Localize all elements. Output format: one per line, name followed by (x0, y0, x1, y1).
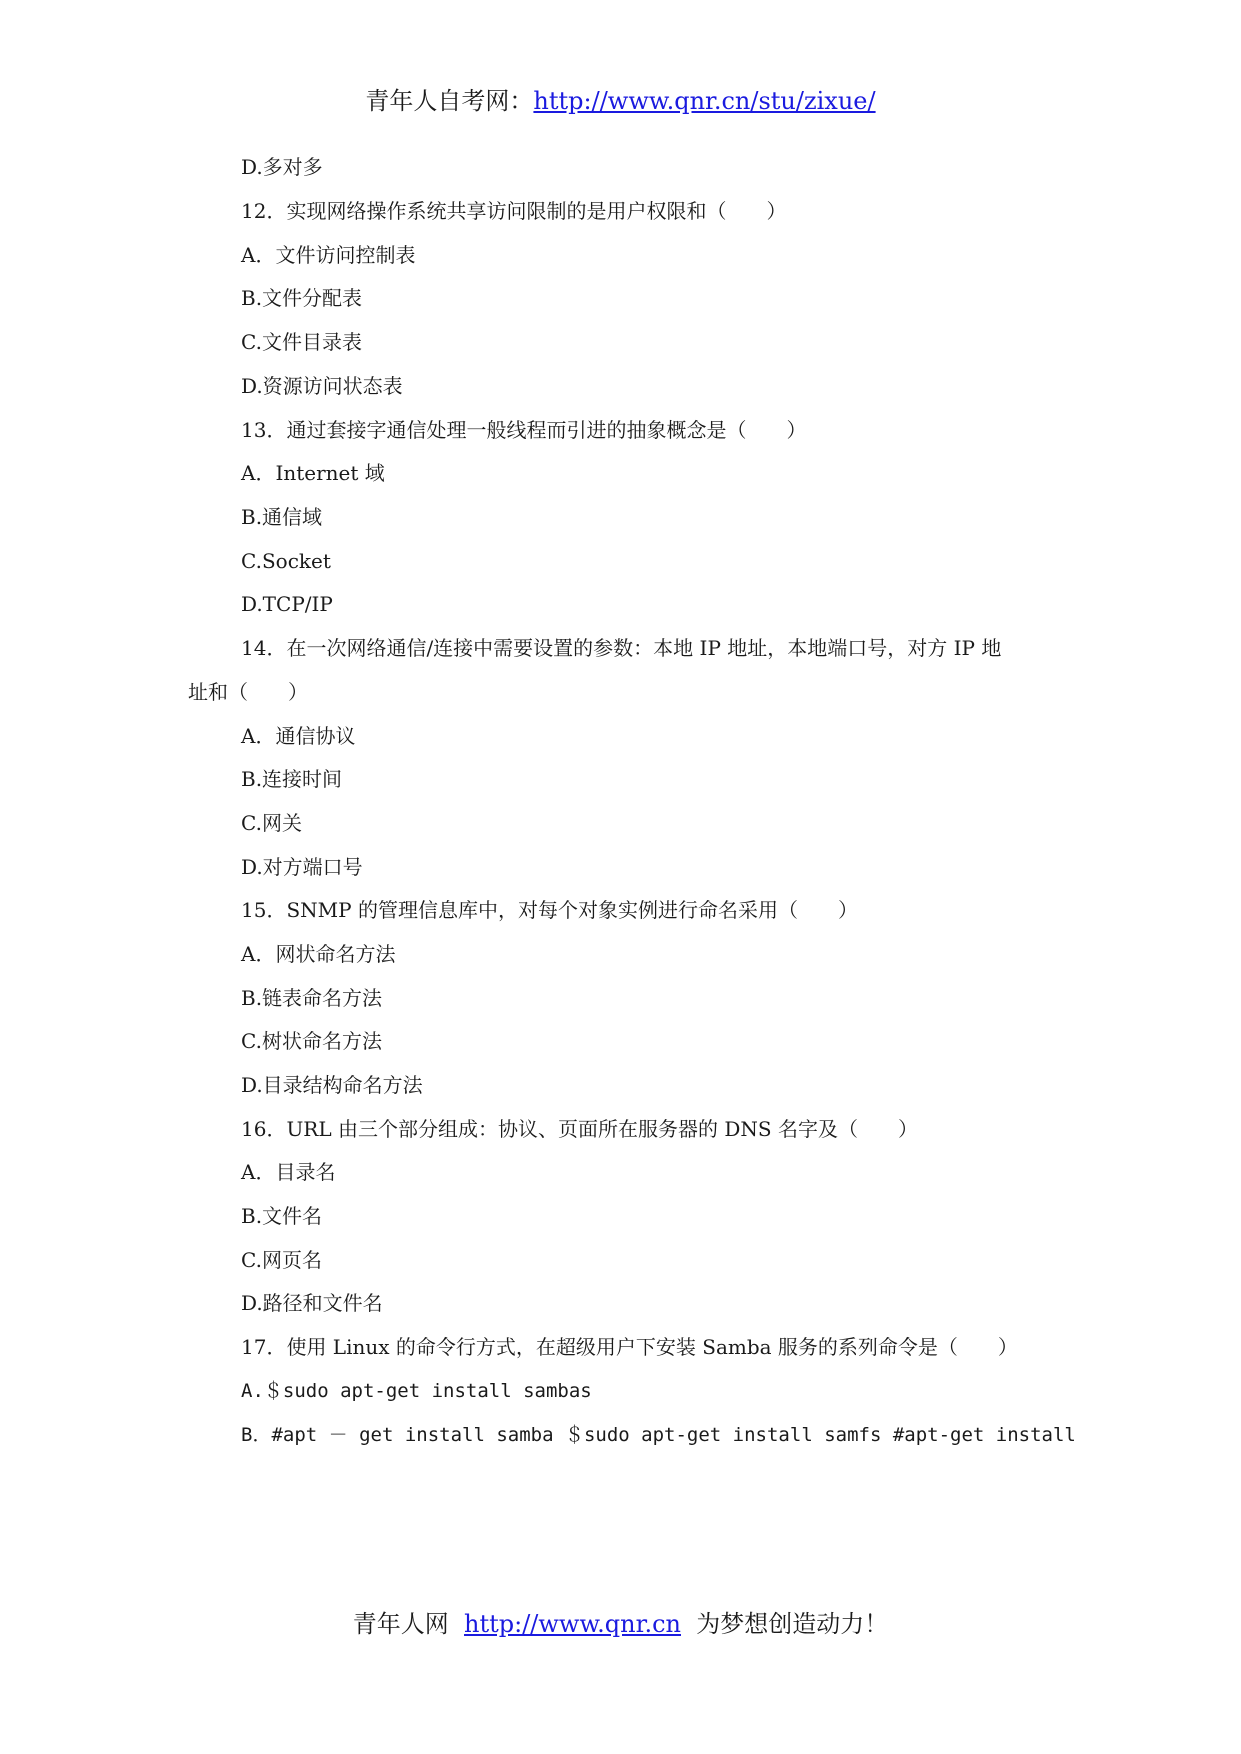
question-16: 16．URL 由三个部分组成：协议、页面所在服务器的 DNS 名字及（ ） (241, 1117, 918, 1141)
page-header (0, 86, 1241, 116)
option-d-14: D.对方端口号 (241, 855, 363, 879)
option-b-17: B．#apt － get install samba ＄sudo apt-get install samfs #apt-get install (241, 1424, 1076, 1446)
question-14: 14．在一次网络通信/连接中需要设置的参数：本地 IP 地址，本地端口号，对方 IP 地 (241, 636, 1002, 660)
footer-slogan: 为梦想创造动力！ (696, 1610, 889, 1638)
option-c-16: C.网页名 (241, 1248, 322, 1272)
option-c-13: C.Socket (241, 549, 331, 573)
option-d-13: D.TCP/IP (241, 592, 333, 616)
question-15: 15．SNMP 的管理信息库中，对每个对象实例进行命名采用（ ） (241, 898, 858, 922)
option-d-11: D.多对多 (241, 155, 323, 179)
option-b-13: B.通信域 (241, 505, 323, 529)
page-footer (0, 1609, 1241, 1639)
option-a-15: A．网状命名方法 (241, 942, 396, 966)
footer-link[interactable]: http://www.qnr.cn (464, 1610, 681, 1638)
option-b-15: B.链表命名方法 (241, 986, 383, 1010)
question-13: 13．通过套接字通信处理一般线程而引进的抽象概念是（ ） (241, 418, 807, 442)
option-b-12: B.文件分配表 (241, 286, 363, 310)
option-c-15: C.树状命名方法 (241, 1029, 382, 1053)
option-a-17: A.＄sudo apt-get install sambas (241, 1380, 592, 1402)
footer-site-name: 青年人网 (352, 1610, 449, 1638)
question-17: 17．使用 Linux 的命令行方式，在超级用户下安装 Samba 服务的系列命令是（ ） (241, 1335, 1018, 1359)
option-a-12: A．文件访问控制表 (241, 243, 416, 267)
option-d-16: D.路径和文件名 (241, 1291, 383, 1315)
header-site-name: 青年人自考网： (365, 87, 534, 115)
option-a-16: A．目录名 (241, 1160, 336, 1184)
option-b-14: B.连接时间 (241, 767, 343, 791)
option-a-14: A．通信协议 (241, 724, 356, 748)
option-d-15: D.目录结构命名方法 (241, 1073, 423, 1097)
option-c-12: C.文件目录表 (241, 330, 362, 354)
option-d-12: D.资源访问状态表 (241, 374, 403, 398)
option-a-13: A．Internet 域 (241, 461, 385, 485)
question-14-cont: 址和（ ） (188, 680, 308, 704)
header-link[interactable]: http://www.qnr.cn/stu/zixue/ (533, 87, 876, 115)
option-c-14: C.网关 (241, 811, 302, 835)
question-12: 12．实现网络操作系统共享访问限制的是用户权限和（ ） (241, 199, 787, 223)
option-b-16: B.文件名 (241, 1204, 323, 1228)
